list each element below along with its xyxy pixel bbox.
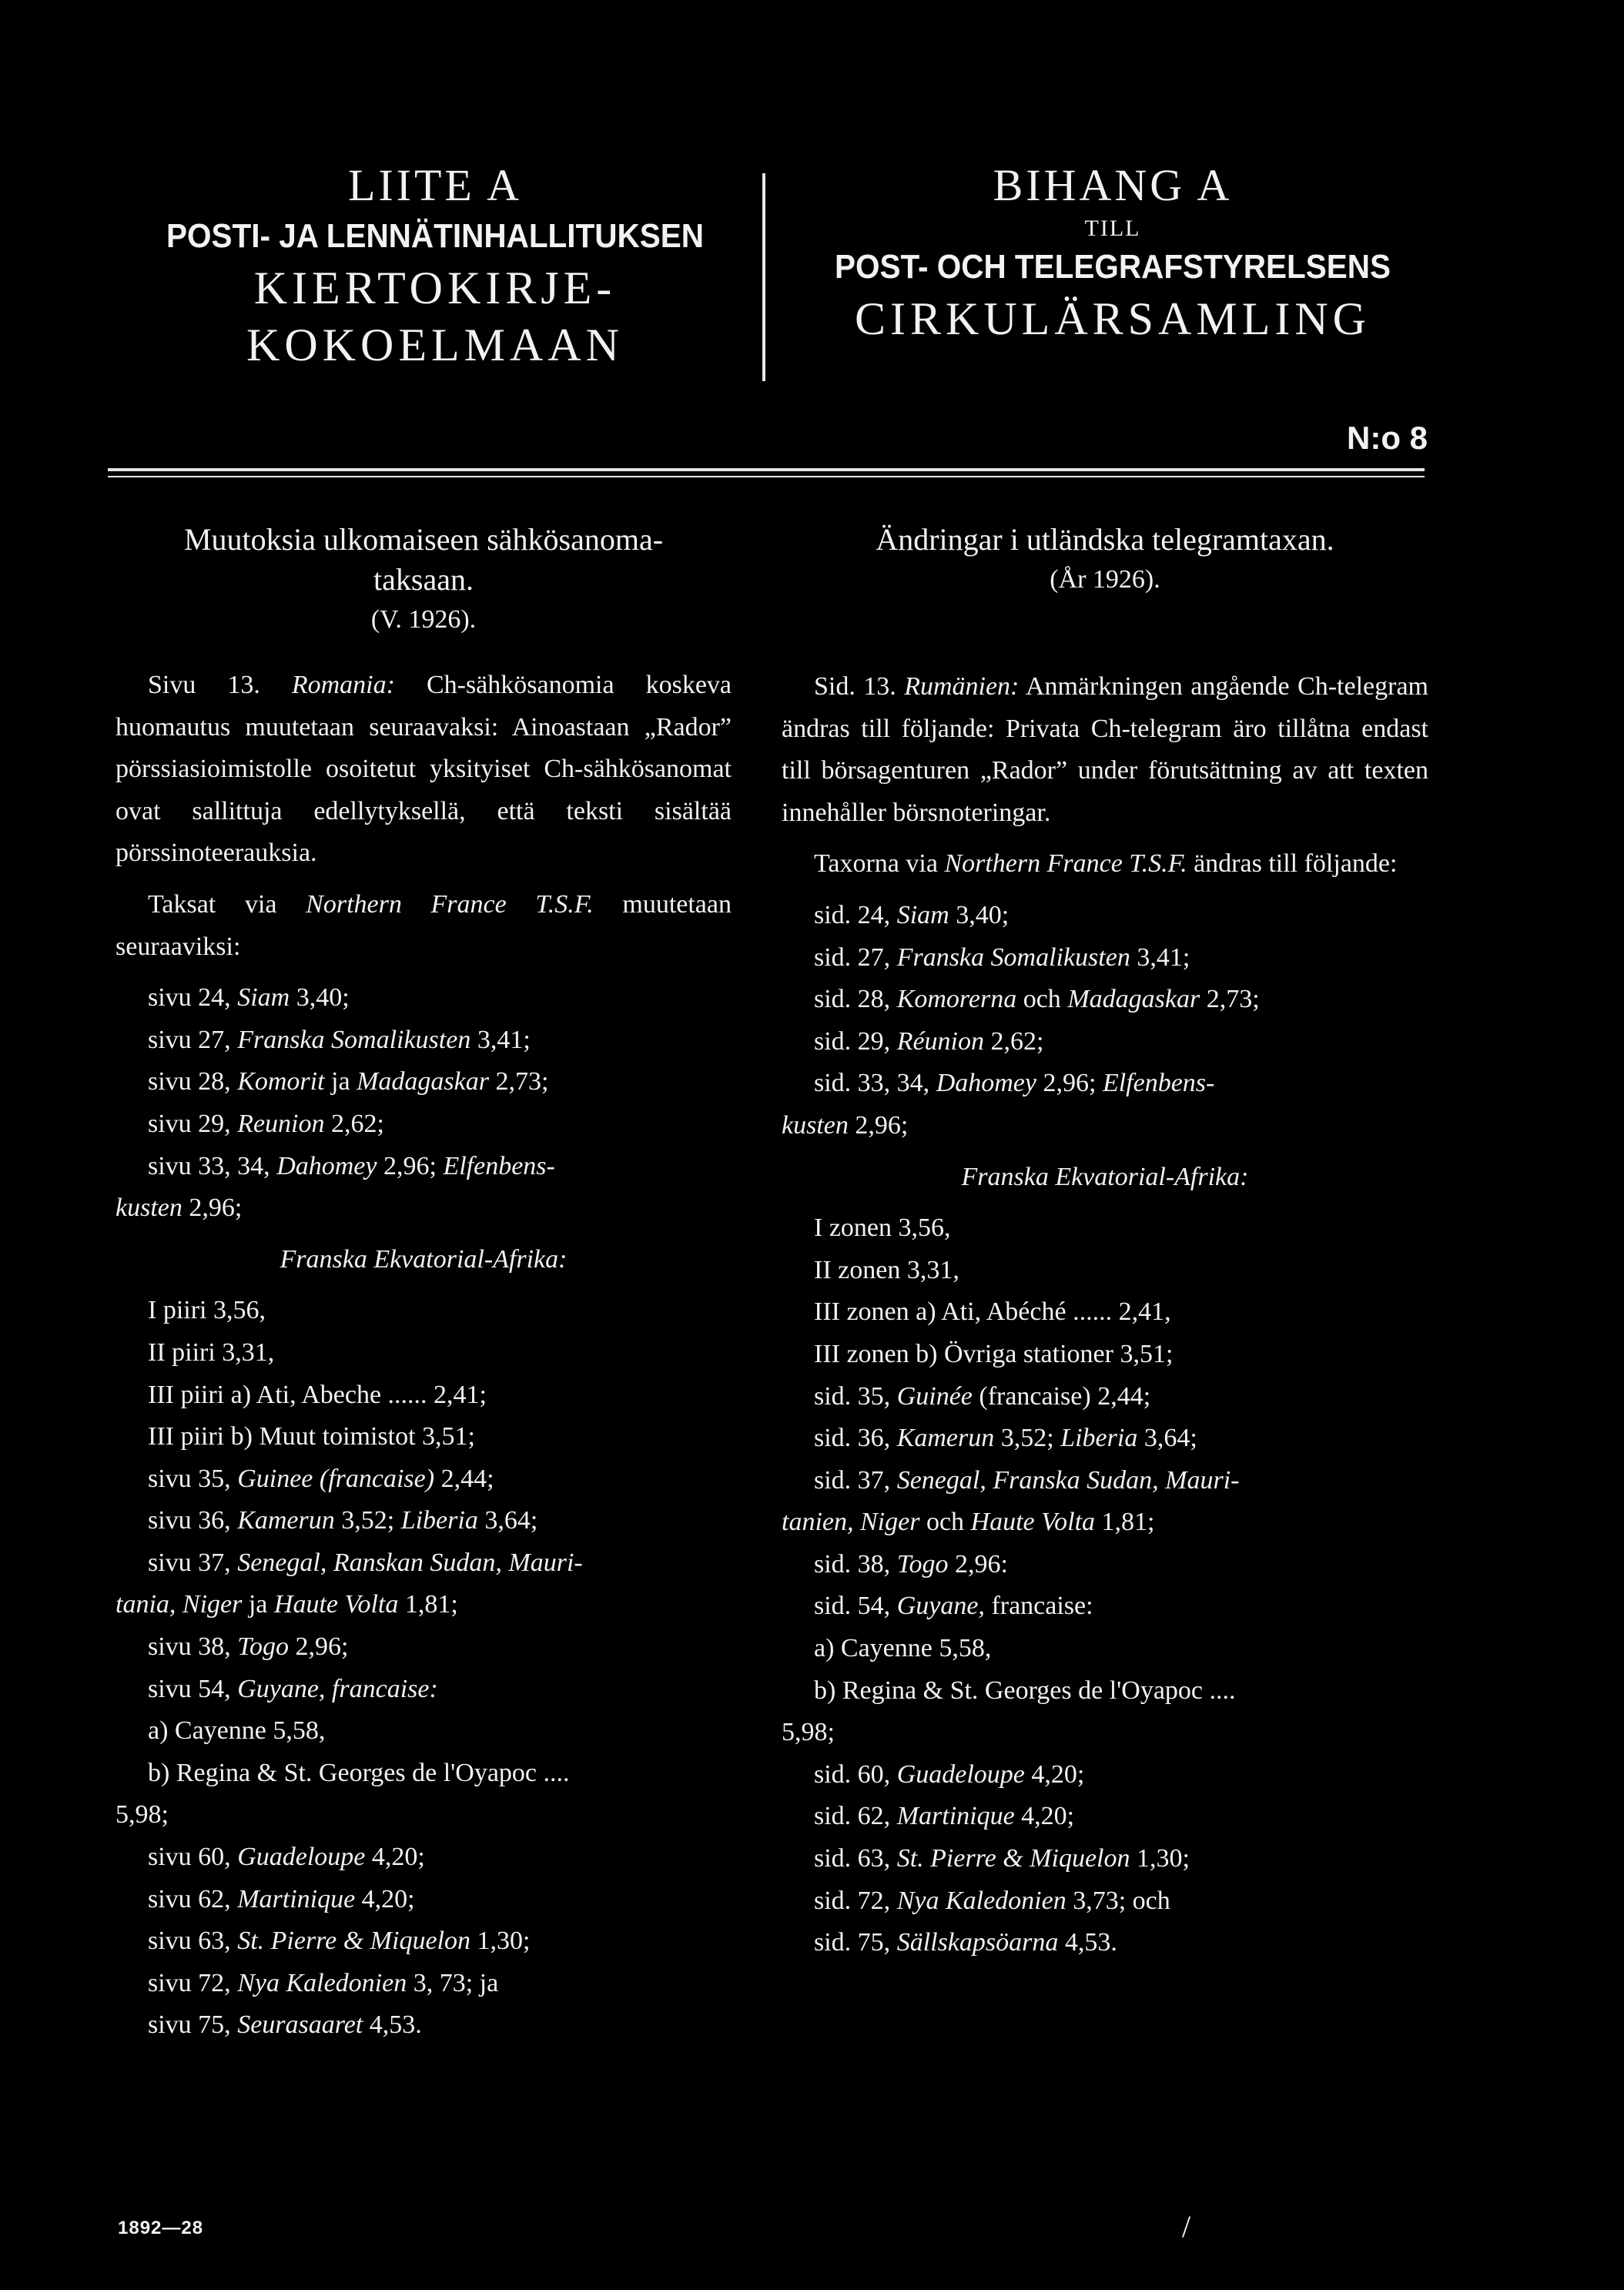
left-line-10: III piiri a) Ati, Abeche ...... 2,41; [148, 1380, 487, 1409]
left-line-15: tania, Niger ja Haute Volta 1,81; [116, 1590, 458, 1619]
right-line-09: II zonen 3,31, [814, 1255, 959, 1284]
right-line-25: sid. 75, Sällskapsöarna 4,53. [814, 1928, 1117, 1957]
footer-mark: / [1182, 2209, 1191, 2244]
right-line-20: 5,98; [782, 1718, 835, 1747]
right-line-22: sid. 62, Martinique 4,20; [814, 1802, 1075, 1831]
left-line-24: sivu 72, Nya Kaledonien 3, 73; ja [148, 1968, 499, 1997]
header-right-line2: TILL [1084, 216, 1141, 241]
left-line-11: III piiri b) Muut toimistot 3,51; [148, 1422, 475, 1451]
right-line-04: sid. 29, Réunion 2,62; [814, 1026, 1044, 1056]
header-left-line3: KIERTOKIRJE- [253, 263, 617, 313]
left-line-19: b) Regina & St. Georges de l'Oyapoc .... [148, 1758, 570, 1787]
right-line-24: sid. 72, Nya Kaledonien 3,73; och [814, 1886, 1170, 1915]
right-line-06: kusten 2,96; [782, 1110, 909, 1140]
right-line-19: b) Regina & St. Georges de l'Oyapoc .... [814, 1676, 1236, 1705]
left-line-07: Franska Ekvatorial-Afrika: [280, 1244, 568, 1274]
left-line-23: sivu 63, St. Pierre & Miquelon 1,30; [148, 1927, 531, 1956]
left-line-02: sivu 27, Franska Somalikusten 3,41; [148, 1025, 531, 1054]
right-title: Ändringar i utländska telegramtaxan. [876, 522, 1334, 557]
left-paragraph-romania: Sivu 13. Romania: Ch-sähkösanomia koskeva huomautus muutetaan seuraavaksi: Ainoastaan „Rador” pörssiasioimistolle osoitetut yksityiset Ch-sähkösanomat ovat sallittuja edellytyksellä, että teksti sisältää pörssinoteerauksia. [116, 671, 732, 868]
right-line-05: sid. 33, 34, Dahomey 2,96; Elfenbens- [814, 1069, 1215, 1098]
right-line-08: I zonen 3,56, [814, 1214, 951, 1243]
left-line-04: sivu 29, Reunion 2,62; [148, 1109, 384, 1138]
left-line-05: sivu 33, 34, Dahomey 2,96; Elfenbens- [148, 1151, 555, 1180]
left-line-22: sivu 62, Martinique 4,20; [148, 1884, 415, 1913]
right-title-sub: (År 1926). [1050, 565, 1160, 594]
left-line-12: sivu 35, Guinee (francaise) 2,44; [148, 1464, 494, 1493]
right-line-12: sid. 35, Guinée (francaise) 2,44; [814, 1381, 1151, 1411]
header-left-finnish [100, 158, 770, 373]
left-line-09: II piiri 3,31, [148, 1338, 275, 1367]
right-line-17: sid. 54, Guyane, francaise: [814, 1592, 1093, 1621]
left-line-01: sivu 24, Siam 3,40; [148, 983, 350, 1013]
header-left-line2: POSTI- JA LENNÄTINHALLITUKSEN [166, 217, 704, 255]
left-line-14: sivu 37, Senegal, Ranskan Sudan, Mauri- [148, 1548, 583, 1577]
left-title-line2: taksaan. [373, 562, 474, 597]
right-line-10: III zonen a) Ati, Abéché ...... 2,41, [814, 1297, 1171, 1327]
right-paragraph-rates: Taxorna via Northern France T.S.F. ändras till följande: [814, 849, 1398, 879]
left-line-21: sivu 60, Guadeloupe 4,20; [148, 1843, 425, 1872]
header-left-line1: LIITE A [347, 160, 523, 210]
print-code: 1892—28 [118, 2218, 204, 2238]
left-line-03: sivu 28, Komorit ja Madagaskar 2,73; [148, 1067, 549, 1096]
header-rule-thick [108, 468, 1425, 471]
header-right-line1: BIHANG A [993, 160, 1233, 210]
right-line-14: sid. 37, Senegal, Franska Sudan, Mauri- [814, 1465, 1240, 1495]
left-line-13: sivu 36, Kamerun 3,52; Liberia 3,64; [148, 1506, 538, 1535]
left-line-16: sivu 38, Togo 2,96; [148, 1632, 349, 1662]
right-line-18: a) Cayenne 5,58, [814, 1634, 992, 1663]
left-paragraph-rates: Taksat via Northern France T.S.F. muutetaan seuraaviksi: [116, 889, 732, 961]
right-line-07: Franska Ekvatorial-Afrika: [961, 1162, 1249, 1191]
header-right-line4: CIRKULÄRSAMLING [854, 293, 1371, 344]
right-line-15: tanien, Niger och Haute Volta 1,81; [782, 1508, 1155, 1537]
right-line-03: sid. 28, Komorerna och Madagaskar 2,73; [814, 985, 1260, 1014]
right-paragraph-rumanien: Sid. 13. Rumänien: Anmärkningen angående Ch-telegram ändras till följande: Privata Ch-telegram äro tillåtna endast till börsagenturen „Rador” under förutsättning av att texten innehåller börsnoteringar. [782, 672, 1428, 827]
right-line-13: sid. 36, Kamerun 3,52; Liberia 3,64; [814, 1424, 1197, 1453]
header-vertical-divider [762, 173, 765, 381]
circular-number: N:o 8 [1347, 420, 1428, 456]
left-line-06: kusten 2,96; [116, 1194, 243, 1223]
header-left-line4: KOKOELMAAN [246, 320, 624, 370]
header-rule-thin [108, 476, 1425, 477]
left-line-25: sivu 75, Seurasaaret 4,53. [148, 2010, 422, 2040]
right-line-02: sid. 27, Franska Somalikusten 3,41; [814, 942, 1190, 972]
left-line-20: 5,98; [116, 1800, 169, 1830]
left-column-finnish [116, 520, 732, 2047]
header-right-swedish [778, 158, 1448, 347]
left-line-18: a) Cayenne 5,58, [148, 1716, 326, 1746]
left-title-line1: Muutoksia ulkomaiseen sähkösanoma- [183, 522, 664, 557]
left-line-08: I piiri 3,56, [148, 1296, 266, 1325]
right-line-23: sid. 63, St. Pierre & Miquelon 1,30; [814, 1844, 1190, 1873]
header-right-line3: POST- OCH TELEGRAFSTYRELSENS [835, 248, 1391, 286]
left-line-17: sivu 54, Guyane, francaise: [148, 1674, 438, 1703]
right-line-21: sid. 60, Guadeloupe 4,20; [814, 1759, 1085, 1789]
right-column-swedish [782, 520, 1428, 1964]
right-line-11: III zonen b) Övriga stationer 3,51; [814, 1339, 1174, 1368]
right-line-16: sid. 38, Togo 2,96: [814, 1549, 1008, 1579]
left-title-sub: (V. 1926). [370, 605, 477, 634]
right-line-01: sid. 24, Siam 3,40; [814, 900, 1010, 929]
